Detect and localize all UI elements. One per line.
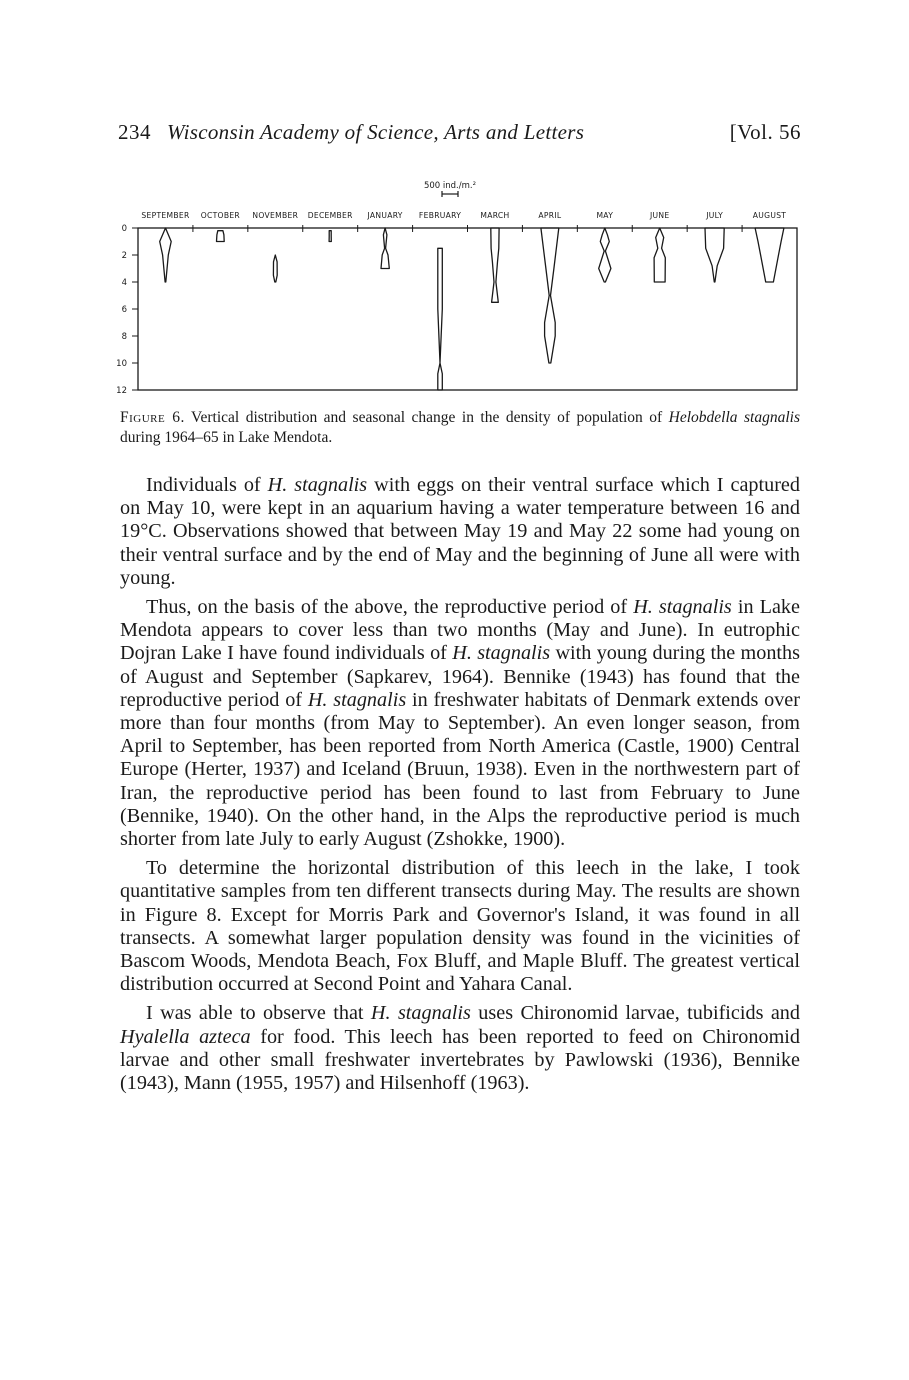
- kite-march: [491, 228, 499, 302]
- scale-label: 500 ind./m.²: [423, 181, 477, 191]
- kite-may: [599, 228, 611, 282]
- month-label-february: FEBRUARY: [418, 211, 462, 220]
- p4-species-1: H. stagnalis: [370, 1002, 471, 1025]
- month-label-may: MAY: [596, 211, 614, 220]
- paragraph-2: [120, 596, 800, 851]
- p2-text-e: with young during the months of August and September (Sapkarev, 1964). Bennike (1943) has found that the reproductive period of: [120, 642, 800, 711]
- month-label-july: JULY: [706, 211, 724, 220]
- month-label-september: SEPTEMBER: [141, 211, 190, 220]
- p2-species-2: H. stagnalis: [452, 642, 551, 665]
- caption-species: Helobdella stagnalis: [668, 409, 801, 426]
- p2-species-1: H. stagnalis: [633, 596, 732, 619]
- p2-text-a: Thus, on the basis of the above, the reproductive period of: [146, 596, 634, 619]
- kite-june: [654, 228, 665, 282]
- caption-text-2: during 1964–65 in Lake Mendota.: [120, 429, 333, 446]
- depth-tick-label-4: 4: [121, 278, 127, 288]
- depth-tick-label-2: 2: [121, 251, 127, 261]
- month-label-january: JANUARY: [367, 211, 403, 220]
- kite-april: [541, 228, 559, 363]
- paragraph-1: [120, 474, 800, 590]
- kite-september: [160, 228, 172, 282]
- p4-text-c: uses Chironomid larvae, tubificids and: [470, 1002, 800, 1025]
- p1-text-a: Individuals of: [146, 474, 268, 496]
- kite-august: [755, 228, 784, 282]
- depth-tick-label-12: 12: [116, 386, 127, 396]
- month-label-april: APRIL: [538, 211, 562, 220]
- depth-tick-label-0: 0: [121, 224, 127, 234]
- depth-tick-label-6: 6: [121, 305, 127, 315]
- paragraph-3: [120, 857, 800, 996]
- depth-tick-label-10: 10: [116, 359, 127, 369]
- plot-frame: [138, 228, 797, 390]
- p4-text-a: I was able to observe that: [146, 1002, 371, 1025]
- kite-october: [217, 231, 225, 242]
- month-label-june: JUNE: [649, 211, 670, 220]
- kite-december: [329, 231, 331, 242]
- p1-species: H. stagnalis: [267, 474, 368, 496]
- volume-label: [Vol. 56: [729, 120, 801, 144]
- month-label-march: MARCH: [480, 211, 510, 220]
- month-label-october: OCTOBER: [200, 211, 241, 220]
- figure-6-kite-diagram: [110, 172, 810, 398]
- month-label-december: DECEMBER: [307, 211, 353, 220]
- body-text: [120, 474, 800, 1101]
- caption-label: Figure 6.: [120, 409, 185, 426]
- kite-november: [273, 255, 277, 282]
- p4-species-2: Hyalella azteca: [120, 1025, 251, 1048]
- p4-text-e: for food. This leech has been reported to feed on Chironomid larvae and other small freshwater invertebrates by Pawlowski (1936), Bennike (1943), Mann (1955, 1957) and Hilsenhoff (1963).: [120, 1025, 800, 1095]
- month-label-august: AUGUST: [752, 211, 787, 220]
- page-number: 234: [118, 120, 151, 144]
- month-label-november: NOVEMBER: [252, 211, 299, 220]
- p2-text-c: in Lake Mendota appears to cover less than two months (May and June). In eutrophic Dojran Lake I have found individuals of: [120, 596, 800, 665]
- p2-text-g: in freshwater habitats of Denmark extends over more than four months (from May to September). An even longer season, from April to September, has been reported from North America (Castle, 1900) Central Europe (Herter, 1937) and Iceland (Bruun, 1938). Even in the northwestern part of Iran, the reproductive period has been found to last from February to June (Bennike, 1940). On the other hand, in the Alps the reproductive period is much shorter from late July to early August (Zshokke, 1900).: [120, 688, 800, 851]
- depth-tick-label-8: 8: [121, 332, 127, 342]
- kite-july: [705, 228, 724, 282]
- p2-species-3: H. stagnalis: [307, 688, 407, 711]
- paragraph-4: [120, 1002, 800, 1095]
- kite-february: [438, 248, 443, 390]
- kite-january: [381, 228, 389, 269]
- running-header: [118, 120, 801, 145]
- journal-title: Wisconsin Academy of Science, Arts and Letters: [167, 120, 585, 144]
- p1-text-c: with eggs on their ventral surface which I captured on May 10, were kept in an aquarium having a water temperature between 16 and 19°C. Observations showed that between May 19 and May 22 some had young on their ventral surface and by the end of May and the beginning of June all were with young.: [120, 474, 800, 589]
- figure-caption: [120, 408, 800, 448]
- p3-text-a: To determine the horizontal distribution of this leech in the lake, I took quantitative samples from ten different transects during May. The results are shown in Figure 8. Except for Morris Park and Governor's Island, it was found in all transects. A somewhat larger population density was found in the vicinities of Bascom Woods, Mendota Beach, Fox Bluff, and Maple Bluff. The greatest vertical distribution occurred at Second Point and Yahara Canal.: [120, 857, 800, 996]
- caption-text-1: Vertical distribution and seasonal change in the density of population of: [184, 409, 669, 426]
